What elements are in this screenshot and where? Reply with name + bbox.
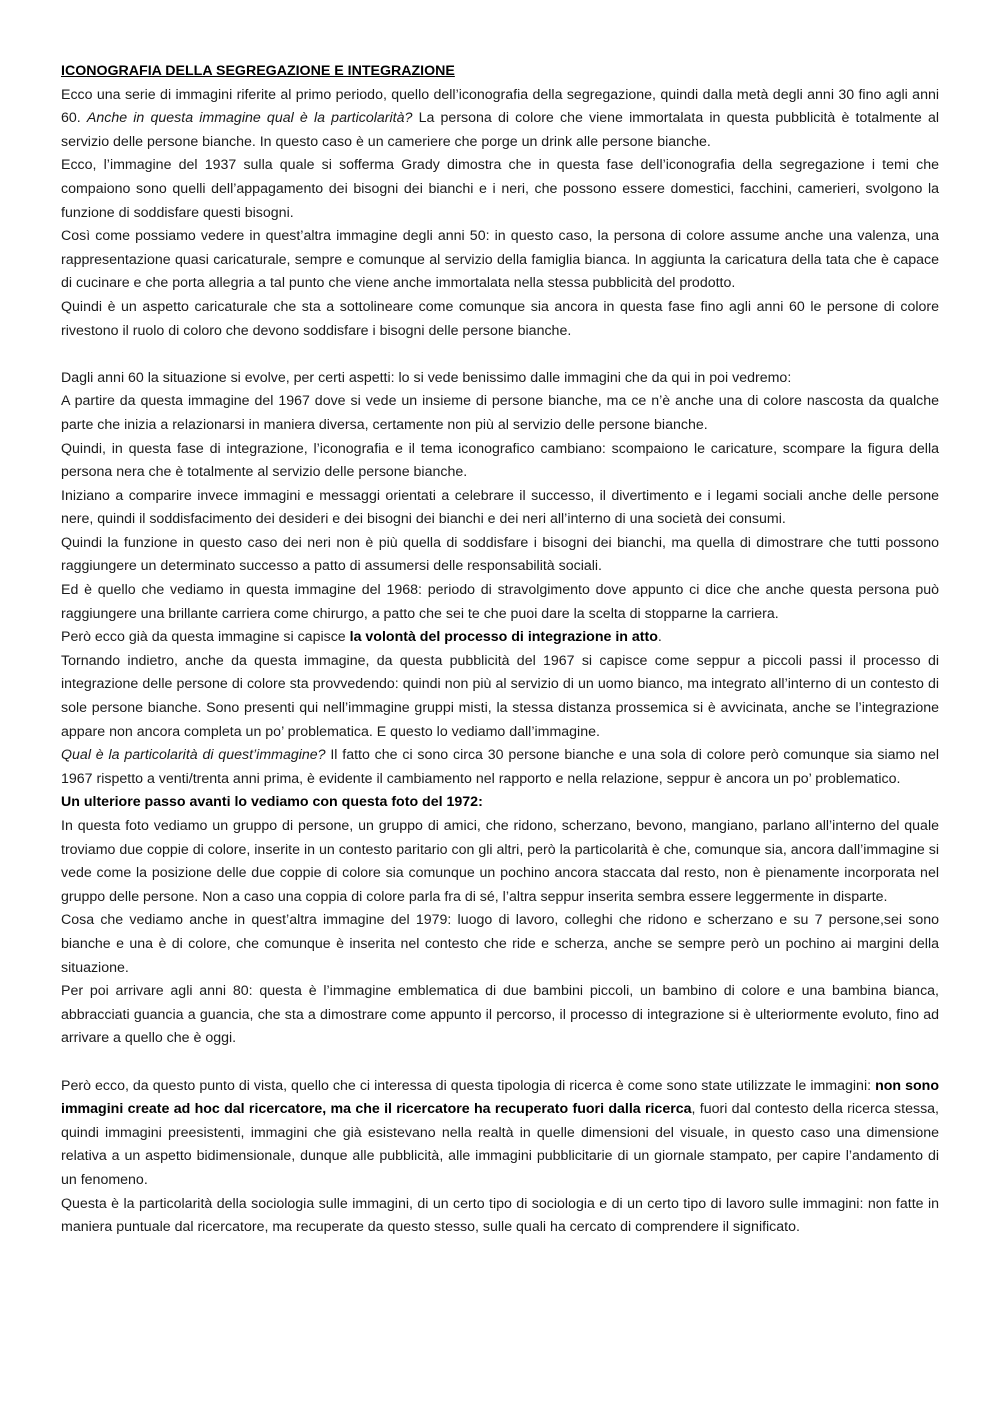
paragraph-1967-image: A partire da questa immagine del 1967 dove si vede un insieme di persone bianche, ma ce n’è anche una di colore nascosta da qualche parte che inizia a relazionarsi in maniera diversa, certamente non più al servizio delle persone bianche. <box>61 393 939 433</box>
paragraph-function-change: Quindi la funzione in questo caso dei neri non è più quella di soddisfare i bisogni dei bianchi, ma quella di dimostrare che tutti possono raggiungere un determinato successo a patto di assumersi delle responsabilità sociali. <box>61 534 939 575</box>
paragraph-segregation-intro <box>61 84 939 155</box>
paragraph-1972-photo: In questa foto vediamo un gruppo di persone, un gruppo di amici, che ridono, scherzano, bevono, mangiano, parlano all’interno del quale troviamo due coppie di colore, inserite in un contesto paritario con gli altri, però la particolarità è che, comunque sia, ancora dall’immagine si vede come la posizione delle due coppie di colore sia comunque un pochino ancora staccata dal resto, non è pienamente incorporata nel gruppo delle persone. Non a caso una coppia di colore parla fra di sé, l’altra seppur inserita sembra essere leggermente in disparte. <box>61 818 939 905</box>
emphasis-text: la volontà del processo di integrazione in atto <box>349 629 658 646</box>
paragraph-text: Il fatto che ci sono circa 30 persone bianche e una sola di colore però comunque sia siamo nel 1967 rispetto a venti/trenta anni prima, è evidente il cambiamento nel rapporto e nella relazione, seppur è ancora un po’ problematico. <box>61 747 939 787</box>
paragraph-1950s-image: Così come possiamo vedere in quest’altra immagine degli anni 50: in questo caso, la persona di colore assume anche una valenza, una rappresentazione quasi caricaturale, sempre e comunque al servizio della famiglia bianca. In aggiunta la caricatura della tata che è capace di cucinare e che porta allegria a tal punto che viene anche immortalata nella stessa pubblicità del prodotto. <box>61 228 939 292</box>
document-title: ICONOGRAFIA DELLA SEGREGAZIONE E INTEGRAZIONE <box>61 63 455 79</box>
paragraph-1968-image: Ed è quello che vediamo in questa immagine del 1968: periodo di stravolgimento dove appunto ci dice che anche questa persona può raggiungere una brillante carriera come chirurgo, a patto che sei te che puoi dare la scelta di stopparne la carriera. <box>61 582 939 622</box>
paragraph-text: Però ecco, da questo punto di vista, quello che ci interessa di questa tipologia di ricerca è come sono state utilizzate le immagini: <box>61 1077 876 1094</box>
paragraph-text: Però ecco già da questa immagine si capisce <box>61 629 350 646</box>
emphasis-text: non sono immagini create ad hoc dal ricercatore, ma che il ricercatore ha recuperato fuori dalla ricerca <box>61 1077 939 1118</box>
paragraph-1980s-image: Per poi arrivare agli anni 80: questa è l’immagine emblematica di due bambini piccoli, un bambino di colore e una bambina bianca, abbracciati guancia a guancia, che sta a dimostrare come appunto il percorso, il processo di integrazione si è ulteriormente evoluto, fino ad arrivare a quello che è oggi. <box>61 983 939 1047</box>
blank-line <box>61 343 939 367</box>
subheading-1972: Un ulteriore passo avanti lo vediamo con questa foto del 1972: <box>61 794 483 811</box>
paragraph-particularity <box>61 744 939 791</box>
paragraph-integration-will <box>61 626 939 650</box>
paragraph-1967-ad: Tornando indietro, anche da questa immagine, da questa pubblicità del 1967 si capisce come seppur a piccoli passi il processo di integrazione delle persone di colore sta provvedendo: quindi non più al servizio di un uomo bianco, ma integrato all’interno di un contesto di sole persone bianche. Sono presenti qui nell’immagine gruppi misti, la stessa distanza prossemica si è avvicinata, anche se l’integrazione appare non ancora completa un po’ problematica. E questo lo vediamo dall’immagine. <box>61 652 939 740</box>
paragraph-1937-image: Ecco, l’immagine del 1937 sulla quale si sofferma Grady dimostra che in questa fase dell’iconografia della segregazione i temi che compaiono sono quelli dell’appagamento dei bisogni dei bianchi e i neri, che possono essere domestici, facchini, camerieri, svolgono la funzione di soddisfare questi bisogni. <box>61 157 939 221</box>
paragraph-text: Ecco una serie di immagini riferite al primo periodo, quello dell’iconografia della segregazione, quindi dalla metà degli anni 30 fino agli anni 60. <box>61 86 939 127</box>
rhetorical-question: Qual è la particolarità di quest’immagine? <box>61 747 326 764</box>
paragraph-sociology-conclusion: Questa è la particolarità della sociologia sulle immagini, di un certo tipo di sociologia e di un certo tipo di lavoro sulle immagini: non fatte in maniera puntuale dal ricercatore, ma recuperate da questo stesso, sulle quali ha cercato di comprendere il significato. <box>61 1195 939 1236</box>
paragraph-research-method <box>61 1075 939 1193</box>
rhetorical-question: Anche in questa immagine qual è la particolarità? <box>86 110 413 127</box>
paragraph-integration-phase: Quindi, in questa fase di integrazione, l’iconografia e il tema iconografico cambiano: scompaiono le caricature, scompare la figura della persona nera che è totalmente al servizio delle persone bianche. <box>61 440 939 481</box>
blank-line <box>61 1051 939 1075</box>
paragraph-success-messages: Iniziano a comparire invece immagini e messaggi orientati a celebrare il successo, il divertimento e i legami sociali anche delle persone nere, quindi il soddisfacimento dei desideri e dei bisogni dei bianchi e dei neri all’interno di una società dei consumi. <box>61 487 939 528</box>
paragraph-text: . <box>657 629 662 646</box>
paragraph-1979-image: Cosa che vediamo anche in quest’altra immagine del 1979: luogo di lavoro, colleghi che ridono e scherzano e su 7 persone,sei sono bianche e una è di colore, che comunque è inserita nel contesto che ride e scherza, anche se sempre però un pochino ai margini della situazione. <box>61 912 939 976</box>
paragraph-caricature: Quindi è un aspetto caricaturale che sta a sottolineare come comunque sia ancora in questa fase fino agli anni 60 le persone di colore rivestono il ruolo di coloro che devono soddisfare i bisogni delle persone bianche. <box>61 298 939 339</box>
paragraph-1960s-evolution: Dagli anni 60 la situazione si evolve, per certi aspetti: lo si vede benissimo dalle immagini che da qui in poi vedremo: <box>61 369 792 386</box>
paragraph-text: La persona di colore che viene immortalata in questa pubblicità è totalmente al servizio delle persone bianche. In questo caso è un cameriere che porge un drink alle persone bianche. <box>61 110 939 150</box>
document-page <box>61 60 939 1240</box>
paragraph-text: , fuori dal contesto della ricerca stessa, quindi immagini preesistenti, immagini che già esistevano nella realtà in quelle dimensioni del visuale, in questo caso una dimensione relativa a un aspetto bidimensionale, dunque alle pubblicità, alle immagini pubblicitarie di un giornale stampato, per capire l’andamento di un fenomeno. <box>61 1101 939 1188</box>
